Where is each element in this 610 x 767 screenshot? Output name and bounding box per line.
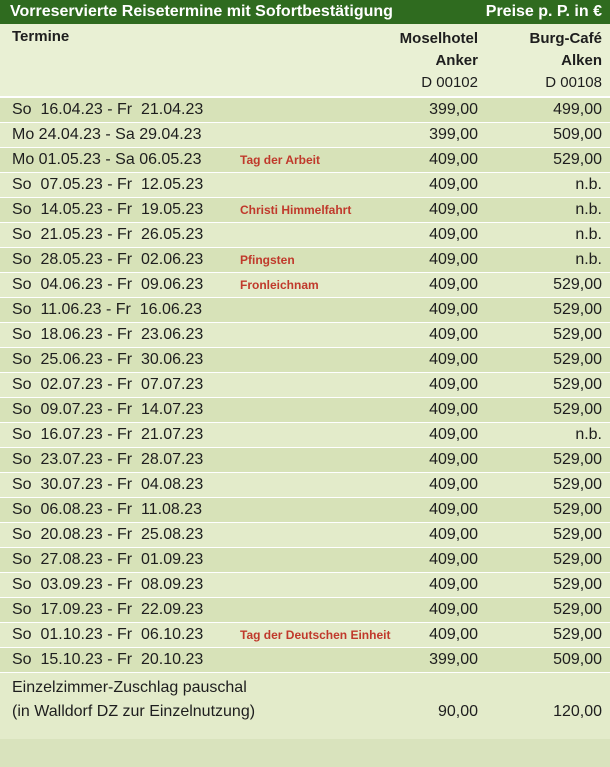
row-price-hotel-a: 409,00 (429, 576, 478, 593)
table-row (0, 273, 610, 298)
row-price-hotel-a: 409,00 (429, 301, 478, 318)
row-price-hotel-a: 409,00 (429, 426, 478, 443)
table-row (0, 648, 610, 673)
row-price-hotel-a: 409,00 (429, 351, 478, 368)
hotel-a-name-line1: Moselhotel (399, 30, 478, 47)
row-date-range: So 20.08.23 - Fr 25.08.23 (12, 526, 204, 543)
row-price-hotel-b: 499,00 (553, 101, 602, 118)
hotel-a-code: D 00102 (421, 74, 478, 91)
table-row (0, 448, 610, 473)
hotel-b-code: D 00108 (545, 74, 602, 91)
row-date-range: So 07.05.23 - Fr 12.05.23 (12, 176, 204, 193)
table-row (0, 398, 610, 423)
row-date-range: So 28.05.23 - Fr 02.06.23 (12, 251, 204, 268)
price-note: Preise p. P. in € (485, 3, 602, 20)
table-row (0, 573, 610, 598)
header-hotel-a (400, 28, 478, 94)
table-row (0, 498, 610, 523)
row-price-hotel-a: 409,00 (429, 601, 478, 618)
row-date-range: So 18.06.23 - Fr 23.06.23 (12, 326, 204, 343)
table-row (0, 173, 610, 198)
table-row (0, 623, 610, 648)
header-dates: Termine (12, 28, 70, 45)
row-price-hotel-a: 409,00 (429, 551, 478, 568)
row-date-range: So 14.05.23 - Fr 19.05.23 (12, 201, 204, 218)
row-price-hotel-b: 529,00 (553, 301, 602, 318)
row-price-hotel-b: 509,00 (553, 126, 602, 143)
row-price-hotel-b: 529,00 (553, 576, 602, 593)
row-price-hotel-b: 529,00 (553, 451, 602, 468)
row-price-hotel-a: 409,00 (429, 476, 478, 493)
table-row (0, 98, 610, 123)
surcharge-hotel-b: 120,00 (553, 703, 602, 720)
row-price-hotel-a: 409,00 (429, 401, 478, 418)
row-date-range: So 04.06.23 - Fr 09.06.23 (12, 276, 204, 293)
row-date-range: So 09.07.23 - Fr 14.07.23 (12, 401, 204, 418)
row-price-hotel-b: 529,00 (553, 326, 602, 343)
row-price-hotel-a: 409,00 (429, 501, 478, 518)
row-price-hotel-b: n.b. (575, 426, 602, 443)
row-price-hotel-b: 529,00 (553, 276, 602, 293)
row-price-hotel-a: 409,00 (429, 526, 478, 543)
row-holiday-note: Pfingsten (240, 253, 295, 267)
row-price-hotel-b: n.b. (575, 201, 602, 218)
row-price-hotel-a: 409,00 (429, 201, 478, 218)
row-price-hotel-a: 409,00 (429, 226, 478, 243)
row-date-range: So 30.07.23 - Fr 04.08.23 (12, 476, 204, 493)
row-price-hotel-b: 529,00 (553, 526, 602, 543)
row-price-hotel-b: 529,00 (553, 601, 602, 618)
row-date-range: So 27.08.23 - Fr 01.09.23 (12, 551, 204, 568)
table-row (0, 423, 610, 448)
row-holiday-note: Tag der Deutschen Einheit (240, 628, 391, 642)
table-row (0, 148, 610, 173)
row-date-range: So 16.07.23 - Fr 21.07.23 (12, 426, 204, 443)
row-date-range: So 15.10.23 - Fr 20.10.23 (12, 651, 204, 668)
row-price-hotel-b: 529,00 (553, 501, 602, 518)
table-row (0, 598, 610, 623)
row-date-range: So 25.06.23 - Fr 30.06.23 (12, 351, 204, 368)
hotel-b-name-line2: Alken (561, 52, 602, 69)
row-price-hotel-a: 409,00 (429, 376, 478, 393)
hotel-b-name-line1: Burg-Café (529, 30, 602, 47)
row-price-hotel-b: 529,00 (553, 551, 602, 568)
row-price-hotel-a: 409,00 (429, 176, 478, 193)
row-price-hotel-a: 409,00 (429, 251, 478, 268)
row-date-range: So 23.07.23 - Fr 28.07.23 (12, 451, 204, 468)
row-date-range: So 21.05.23 - Fr 26.05.23 (12, 226, 204, 243)
hotel-a-name-line2: Anker (435, 52, 478, 69)
row-date-range: So 01.10.23 - Fr 06.10.23 (12, 626, 204, 643)
row-price-hotel-a: 409,00 (429, 326, 478, 343)
table-row (0, 123, 610, 148)
row-price-hotel-b: n.b. (575, 176, 602, 193)
row-holiday-note: Christi Himmelfahrt (240, 203, 352, 217)
table-row (0, 198, 610, 223)
row-price-hotel-b: n.b. (575, 226, 602, 243)
table-header (0, 24, 610, 98)
row-price-hotel-b: 529,00 (553, 476, 602, 493)
table-row (0, 523, 610, 548)
row-price-hotel-b: 529,00 (553, 351, 602, 368)
row-price-hotel-b: 529,00 (553, 401, 602, 418)
row-date-range: So 03.09.23 - Fr 08.09.23 (12, 576, 204, 593)
row-price-hotel-a: 399,00 (429, 651, 478, 668)
row-price-hotel-b: 509,00 (553, 651, 602, 668)
row-price-hotel-a: 409,00 (429, 151, 478, 168)
table-row (0, 348, 610, 373)
single-room-surcharge (0, 673, 610, 739)
surcharge-label-line2: (in Walldorf DZ zur Einzelnutzung) (12, 703, 256, 720)
table-row (0, 223, 610, 248)
row-date-range: So 06.08.23 - Fr 11.08.23 (12, 501, 203, 518)
header-hotel-b (529, 28, 602, 94)
row-date-range: Mo 24.04.23 - Sa 29.04.23 (12, 126, 202, 143)
row-price-hotel-a: 409,00 (429, 276, 478, 293)
surcharge-hotel-a: 90,00 (437, 703, 478, 720)
table-row (0, 248, 610, 273)
row-date-range: So 11.06.23 - Fr 16.06.23 (12, 301, 203, 318)
row-date-range: Mo 01.05.23 - Sa 06.05.23 (12, 151, 202, 168)
table-row (0, 373, 610, 398)
surcharge-label-line1: Einzelzimmer-Zuschlag pauschal (12, 679, 247, 696)
row-price-hotel-b: 529,00 (553, 151, 602, 168)
row-date-range: So 17.09.23 - Fr 22.09.23 (12, 601, 204, 618)
table-row (0, 473, 610, 498)
table-row (0, 323, 610, 348)
table-row (0, 298, 610, 323)
row-date-range: So 02.07.23 - Fr 07.07.23 (12, 376, 204, 393)
row-price-hotel-a: 399,00 (429, 126, 478, 143)
table-row (0, 548, 610, 573)
row-price-hotel-b: 529,00 (553, 626, 602, 643)
row-holiday-note: Fronleichnam (240, 278, 319, 292)
row-price-hotel-b: 529,00 (553, 376, 602, 393)
row-price-hotel-a: 409,00 (429, 626, 478, 643)
row-price-hotel-a: 409,00 (429, 451, 478, 468)
table-body (0, 98, 610, 673)
row-price-hotel-b: n.b. (575, 251, 602, 268)
table-title: Vorreservierte Reisetermine mit Sofortbestätigung (10, 3, 393, 20)
title-bar (0, 0, 610, 24)
row-date-range: So 16.04.23 - Fr 21.04.23 (12, 101, 204, 118)
row-price-hotel-a: 399,00 (429, 101, 478, 118)
row-holiday-note: Tag der Arbeit (240, 153, 321, 167)
